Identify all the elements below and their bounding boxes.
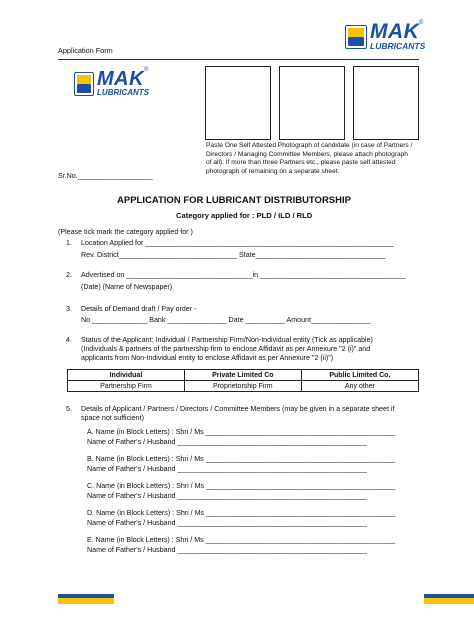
status-table [67,369,419,392]
item-5-number: 5. [66,405,72,413]
page-title: APPLICATION FOR LUBRICANT DISTRIBUTORSHIP [117,195,351,206]
photo-note-line: Directors / Managing Committee Members, please attach photograph [206,150,408,158]
footer-stripe-right-yellow [424,598,474,604]
demand-draft-label: Details of Demand draft / Pay order - [81,305,197,313]
father-field-e[interactable]: Name of Father's / Husband ________________________________________________ [87,546,367,554]
photo-note-line: photograph of remaining on a separate sheet. [206,167,340,175]
status-line-2: (Individuals & partners of the partnership firm to enclose Affidavit as per Annexure "2 (i)" and [81,345,371,353]
district-state-field[interactable]: Rev. District______________________________ State_________________________________ [81,251,386,259]
body-logo [74,67,149,97]
status-option-any-other[interactable]: Any other [301,381,418,392]
item-1-number: 1. [66,239,72,247]
logo-name: MAK [370,20,420,43]
status-table-row [68,381,419,392]
item-3-number: 3. [66,305,72,313]
photo-note-line: of all). If more than three Partners etc., please paste self attested [206,159,396,167]
header-rule [58,59,419,60]
logo-name: MAK [97,68,145,90]
name-field-e[interactable]: E. Name (in Block Letters) : Shri / Ms ________________________________________________ [87,536,396,544]
logo-registered-mark: ® [144,67,149,73]
photo-box-3[interactable] [353,66,419,140]
logo-badge-icon [345,25,367,49]
footer-stripe-left-yellow [58,598,114,604]
status-line-1: Status of the Applicant: Individual / Partnership Firm/Non-Individual entity (Tick as applicable) [81,336,373,344]
name-field-a[interactable]: A. Name (in Block Letters) : Shri / Ms ________________________________________________ [87,428,396,436]
name-field-d[interactable]: D. Name (in Block Letters) : Shri / Ms ________________________________________________ [87,509,396,517]
status-option-partnership[interactable]: Partnership Firm [68,381,185,392]
sr-no-field[interactable]: Sr.No.___________________ [58,172,153,180]
status-table-header [68,370,419,381]
father-field-c[interactable]: Name of Father's / Husband ________________________________________________ [87,492,367,500]
father-field-b[interactable]: Name of Father's / Husband ________________________________________________ [87,465,367,473]
status-option-proprietorship[interactable]: Proprietorship Firm [184,381,301,392]
status-option-private-limited[interactable]: Private Limited Co [184,370,301,381]
advertised-field[interactable]: Advertised on ________________________________in _____________________________________ [81,271,407,279]
photo-note-line: Paste One Self Attested Photograph of candidate (in case of Partners / [206,142,413,149]
item-2-number: 2. [66,271,72,279]
logo-badge-icon [74,72,94,96]
father-field-a[interactable]: Name of Father's / Husband ________________________________________________ [87,438,367,446]
status-option-individual[interactable]: Individual [68,370,185,381]
status-line-3: applicants from Non-Individual entity to enclose Affidavit as per Annexure "2 (ii)") [81,354,334,362]
demand-draft-field[interactable]: No ______________ Bank _______________ Date __________ Amount_______________ [81,316,371,324]
logo-sub: LUBRICANTS [370,41,426,51]
advertised-caption: (Date) (Name of Newspaper) [81,283,173,291]
form-label: Application Form [58,46,113,55]
details-line-1: Details of Applicant / Partners / Directors / Committee Members (may be given in a separate sheet if [81,405,395,413]
photo-box-1[interactable] [205,66,271,140]
father-field-d[interactable]: Name of Father's / Husband ________________________________________________ [87,519,367,527]
details-line-2: space not sufficient) [81,414,144,422]
name-field-c[interactable]: C. Name (in Block Letters) : Shri / Ms ________________________________________________ [87,482,396,490]
header-logo [345,22,425,51]
name-field-b[interactable]: B. Name (in Block Letters) : Shri / Ms ________________________________________________ [87,455,396,463]
logo-registered-mark: ® [419,20,424,26]
item-4-number: 4. [66,336,72,344]
tick-note: (Please tick mark the category applied for ) [58,228,193,236]
photo-instructions [206,142,412,176]
category-line: Category applied for : PLD / ILD / RLD [176,211,313,220]
photo-box-2[interactable] [279,66,345,140]
logo-sub: LUBRICANTS [97,88,149,97]
status-option-public-limited[interactable]: Public Limited Co. [301,370,418,381]
location-field[interactable]: Location Applied for _______________________________________________________________ [81,239,394,247]
